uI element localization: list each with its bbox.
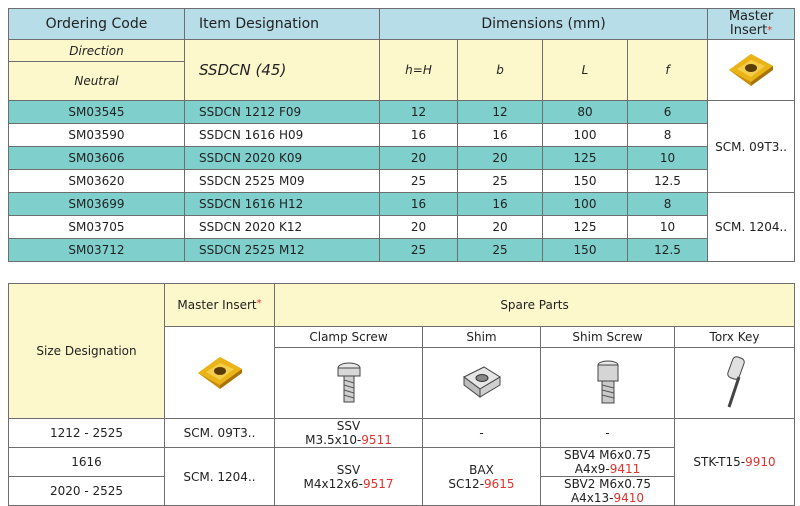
shim-screw-spec: A4x9-	[574, 462, 610, 476]
shim-screw-1616	[541, 448, 675, 477]
dim-f: 12.5	[628, 239, 708, 262]
shim-icon	[460, 363, 504, 403]
header-size-designation: Size Designation	[9, 284, 165, 419]
dim-b: 16	[458, 124, 543, 147]
size-1616: 1616	[9, 448, 165, 477]
dim-f: 10	[628, 147, 708, 170]
master-insert-label: Master Insert	[177, 298, 257, 312]
shim-12	[423, 448, 541, 506]
dim-h: 12	[380, 101, 458, 124]
item-designation: SSDCN 2020 K09	[185, 147, 380, 170]
master-insert-09: SCM. 09T3..	[708, 101, 795, 193]
table-row	[9, 193, 795, 216]
dim-l: 150	[543, 239, 628, 262]
insert-icon	[192, 351, 248, 395]
dim-h: 20	[380, 216, 458, 239]
shim-screw-name: SBV4 M6x0.75	[564, 448, 651, 462]
shim-screw-spec: A4x13-	[570, 491, 614, 505]
torx-key-image	[675, 348, 795, 419]
size-2020-2525: 2020 - 2525	[9, 477, 165, 506]
clamp-screw-icon	[329, 360, 369, 406]
size-1212-2525: 1212 - 2525	[9, 419, 165, 448]
dim-b: 20	[458, 147, 543, 170]
torx-key-value	[675, 419, 795, 506]
dim-f: 12.5	[628, 170, 708, 193]
torx-key-icon	[717, 355, 753, 411]
dim-f-header: f	[628, 40, 708, 101]
header-shim: Shim	[423, 327, 541, 348]
dim-b: 25	[458, 239, 543, 262]
shim-image	[423, 348, 541, 419]
dim-h: 20	[380, 147, 458, 170]
spare-parts-table	[8, 283, 795, 506]
master-insert-12: SCM. 1204..	[708, 193, 795, 262]
header-item-designation: Item Designation	[185, 9, 380, 40]
header-dimensions: Dimensions (mm)	[380, 9, 708, 40]
shim-screw-2020	[541, 477, 675, 506]
item-designation: SSDCN 2020 K12	[185, 216, 380, 239]
dim-b: 20	[458, 216, 543, 239]
master-insert-image	[165, 327, 275, 419]
dim-l: 150	[543, 170, 628, 193]
dim-l: 125	[543, 216, 628, 239]
dim-h: 25	[380, 170, 458, 193]
ordering-code: SM03712	[9, 239, 185, 262]
table-row	[9, 216, 795, 239]
master-insert-label: Master Insert	[728, 9, 774, 38]
header-shim-screw: Shim Screw	[541, 327, 675, 348]
dim-f: 8	[628, 193, 708, 216]
designation-label: SSDCN (45)	[185, 40, 380, 101]
shim-screw-code: 9410	[613, 491, 645, 505]
dim-f: 10	[628, 216, 708, 239]
ordering-code: SM03705	[9, 216, 185, 239]
dim-l: 80	[543, 101, 628, 124]
table-row	[9, 101, 795, 124]
dim-l-header: L	[543, 40, 628, 101]
dim-h: 16	[380, 124, 458, 147]
shim-code: 9615	[484, 476, 515, 491]
master-insert-09: SCM. 09T3..	[165, 419, 275, 448]
clamp-screw-spec: M4x12x6-	[303, 476, 363, 491]
dim-f: 6	[628, 101, 708, 124]
torx-key-code: 9910	[745, 455, 776, 469]
clamp-screw-name: SSV	[336, 419, 361, 433]
asterisk: *	[767, 25, 773, 36]
tool-holder-table	[8, 8, 795, 262]
asterisk: *	[256, 298, 262, 309]
clamp-screw-12	[275, 448, 423, 506]
shim-name: BAX	[469, 462, 494, 477]
ordering-code: SM03699	[9, 193, 185, 216]
item-designation: SSDCN 2525 M12	[185, 239, 380, 262]
item-designation: SSDCN 2525 M09	[185, 170, 380, 193]
dim-b: 16	[458, 193, 543, 216]
ordering-code: SM03545	[9, 101, 185, 124]
direction-label: Direction	[9, 40, 185, 62]
dim-h: 25	[380, 239, 458, 262]
dim-b-header: b	[458, 40, 543, 101]
item-designation: SSDCN 1616 H12	[185, 193, 380, 216]
ordering-code: SM03606	[9, 147, 185, 170]
shim-screw-image	[541, 348, 675, 419]
shim-spec: SC12-	[448, 476, 485, 491]
insert-icon	[723, 48, 779, 92]
header-spare-parts: Spare Parts	[275, 284, 795, 327]
header-master-insert	[708, 9, 795, 40]
table-row	[9, 147, 795, 170]
clamp-screw-name: SSV	[336, 462, 361, 477]
table-row	[9, 124, 795, 147]
ordering-code: SM03620	[9, 170, 185, 193]
header-torx-key: Torx Key	[675, 327, 795, 348]
neutral-label: Neutral	[9, 62, 185, 101]
table-row	[9, 239, 795, 262]
item-designation: SSDCN 1616 H09	[185, 124, 380, 147]
ordering-code: SM03590	[9, 124, 185, 147]
item-designation: SSDCN 1212 F09	[185, 101, 380, 124]
clamp-screw-code: 9517	[362, 476, 394, 491]
torx-key-spec: STK-T15-	[693, 455, 746, 469]
dim-f: 8	[628, 124, 708, 147]
shim-screw-name: SBV2 M6x0.75	[564, 477, 651, 491]
header-ordering-code: Ordering Code	[9, 9, 185, 40]
master-insert-12: SCM. 1204..	[165, 448, 275, 506]
shim-screw-09: -	[541, 419, 675, 448]
dim-b: 25	[458, 170, 543, 193]
dim-b: 12	[458, 101, 543, 124]
shim-screw-code: 9411	[609, 462, 641, 476]
dim-l: 100	[543, 124, 628, 147]
master-insert-image	[708, 40, 795, 101]
shim-screw-icon	[588, 358, 628, 408]
clamp-screw-image	[275, 348, 423, 419]
table-row	[9, 170, 795, 193]
dim-h-header: h=H	[380, 40, 458, 101]
dim-l: 100	[543, 193, 628, 216]
header-clamp-screw: Clamp Screw	[275, 327, 423, 348]
clamp-screw-code: 9511	[361, 433, 392, 447]
dim-h: 16	[380, 193, 458, 216]
header-master-insert	[165, 284, 275, 327]
clamp-screw-09	[275, 419, 423, 448]
dim-l: 125	[543, 147, 628, 170]
clamp-screw-spec: M3.5x10-	[305, 433, 362, 447]
shim-09: -	[423, 419, 541, 448]
